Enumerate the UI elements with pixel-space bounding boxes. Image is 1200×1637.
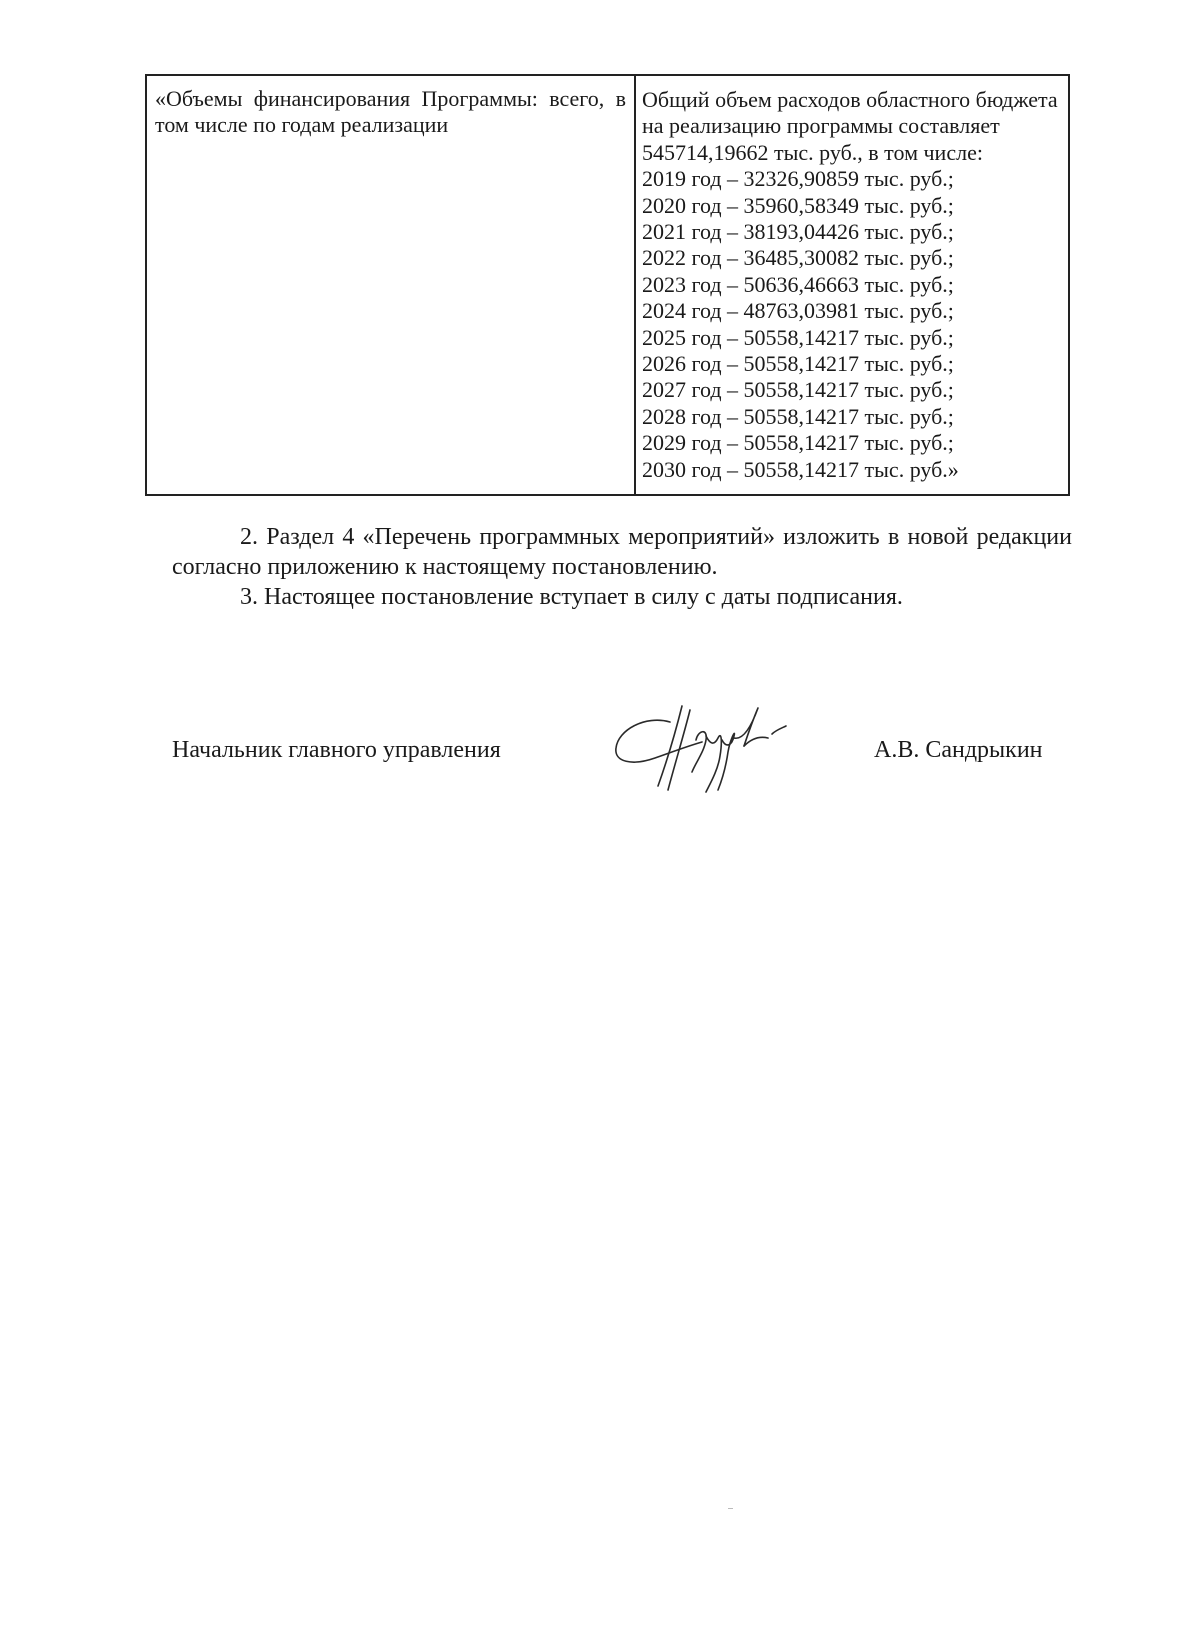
year-line: 2030 год – 50558,14217 тыс. руб.» (642, 456, 959, 482)
financing-table (145, 74, 1070, 496)
table-left-text: «Объемы финансирования Программы: всего, в том числе по годам реализации (155, 86, 626, 137)
year-line: 2019 год – 32326,90859 тыс. руб.; (642, 166, 954, 192)
handwritten-signature (610, 700, 805, 800)
year-line: 2027 год – 50558,14217 тыс. руб.; (642, 377, 954, 403)
year-line: 2029 год – 50558,14217 тыс. руб.; (642, 430, 954, 456)
signatory-title: Начальник главного управления (172, 737, 501, 763)
year-line: 2028 год – 50558,14217 тыс. руб.; (642, 403, 954, 429)
table-left-cell (147, 76, 636, 494)
year-line: 2020 год – 35960,58349 тыс. руб.; (642, 192, 954, 218)
paragraph-3: 3. Настоящее постановление вступает в силу с даты подписания. (240, 584, 903, 610)
year-line: 2023 год – 50636,46663 тыс. руб.; (642, 271, 954, 297)
year-line: 2025 год – 50558,14217 тыс. руб.; (642, 324, 954, 350)
year-line: 2021 год – 38193,04426 тыс. руб.; (642, 219, 954, 245)
table-right-intro: Общий объем расходов областного бюджета на реализацию программы составляет 545714,19662 тыс. руб., в том числе: (642, 87, 1058, 165)
table-right-cell (636, 76, 1068, 494)
signatory-name: А.В. Сандрыкин (874, 737, 1043, 763)
year-line: 2024 год – 48763,03981 тыс. руб.; (642, 298, 954, 324)
scan-speck (728, 1508, 733, 1509)
year-line: 2022 год – 36485,30082 тыс. руб.; (642, 245, 954, 271)
paragraph-2: 2. Раздел 4 «Перечень программных мероприятий» изложить в новой редакции согласно приложению к настоящему постановлению. (172, 524, 1072, 580)
year-line: 2026 год – 50558,14217 тыс. руб.; (642, 351, 954, 377)
